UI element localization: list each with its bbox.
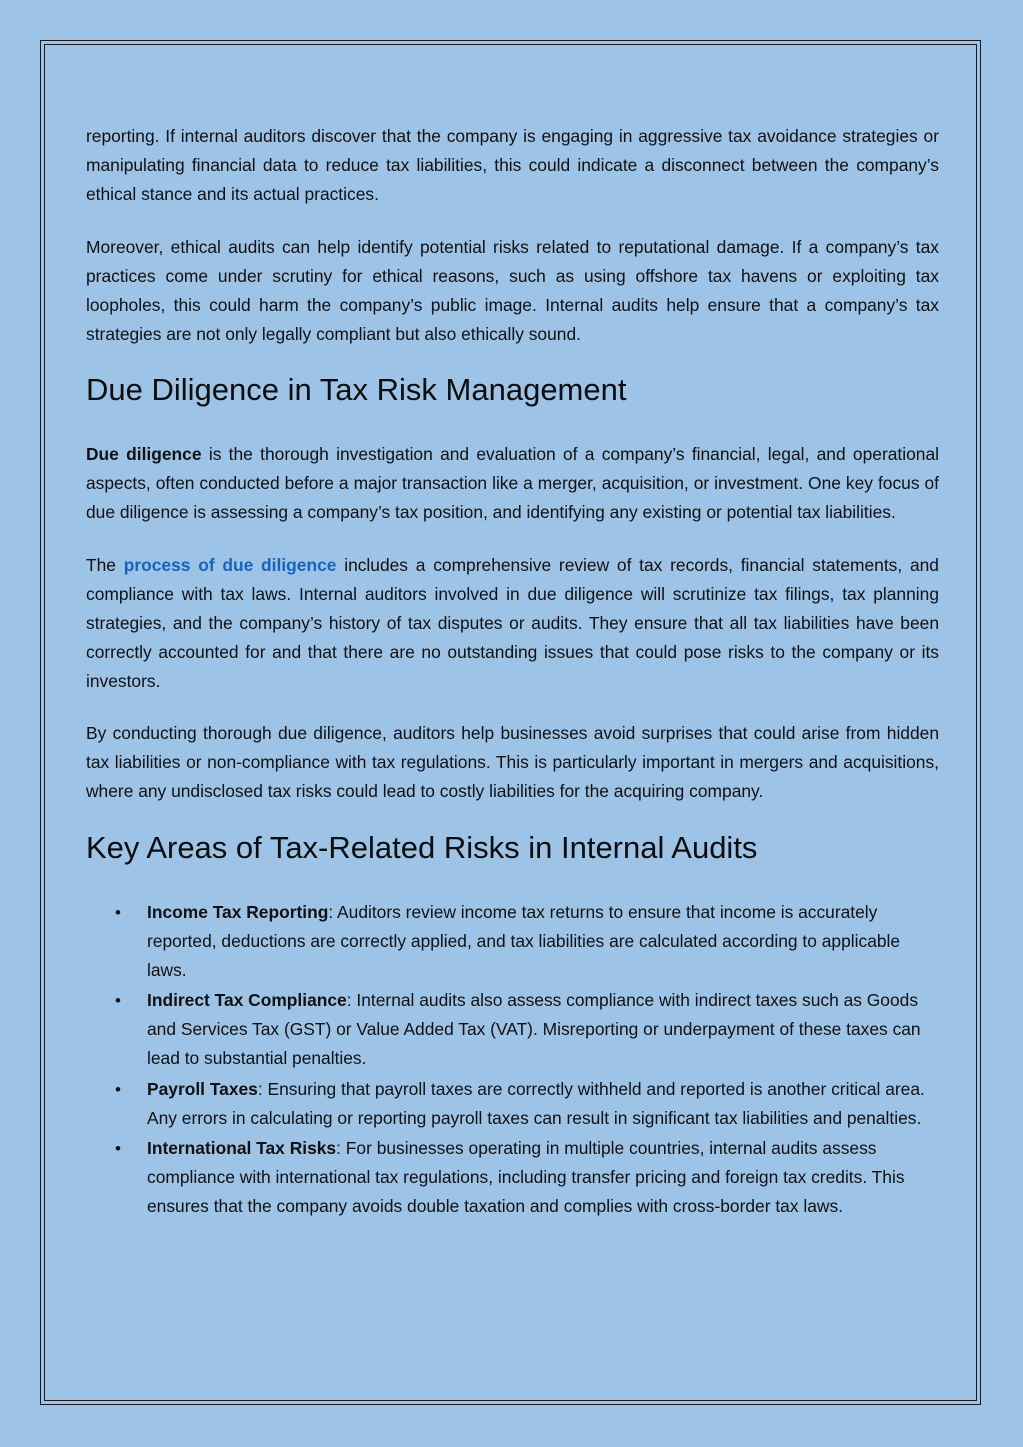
paragraph-due-diligence-benefits: By conducting thorough due diligence, auditors help businesses avoid surprises that could arise from hidden tax liabilities or non-compliance with tax regulations. This is particularly important in mergers and acquisitions, where any undisclosed tax risks could lead to costly liabilities for the acquiring company. xyxy=(86,723,939,801)
term-due-diligence: Due diligence xyxy=(86,444,202,464)
paragraph-reputational-risk: Moreover, ethical audits can help identify potential risks related to reputational damage. If a company’s tax practices come under scrutiny for ethical reasons, such as using offshore tax havens or exploiting tax loopholes, this could harm the company’s public image. Internal audits help ensure that a company’s tax strategies are not only legally compliant but also ethically sound. xyxy=(86,236,939,344)
document-body xyxy=(86,122,939,1223)
list-item-text: : For businesses operating in multiple countries, internal audits assess compliance with international tax regulations, including transfer pricing and foreign tax credits. This ensures that the company avoids double taxation and complies with cross-border tax laws. xyxy=(147,1138,905,1216)
paragraph-text: The xyxy=(86,554,124,575)
paragraph-ethical-reporting: reporting. If internal auditors discover that the company is engaging in aggressive tax avoidance strategies or manipulating financial data to reduce tax liabilities, this could indicate a disconnect between the company’s ethical stance and its actual practices. xyxy=(86,126,939,204)
bullet-icon: • xyxy=(115,1139,121,1158)
list-item-text: : Auditors review income tax returns to ensure that income is accurately reported, deductions are correctly applied, and tax liabilities are calculated according to applicable laws. xyxy=(147,901,901,980)
bullet-icon: • xyxy=(115,1079,121,1099)
list-item-text: : Ensuring that payroll taxes are correctly withheld and reported is another critical area. Any errors in calculating or reporting payroll taxes can result in significant tax liabilities and penalties. xyxy=(147,1078,925,1128)
list-item-international-tax xyxy=(115,1134,939,1221)
list-item-title: Payroll Taxes xyxy=(147,1078,258,1099)
list-item-indirect-tax xyxy=(115,986,939,1073)
paragraph-due-diligence-process xyxy=(86,551,939,696)
list-item-title: International Tax Risks xyxy=(147,1138,337,1158)
bullet-icon: • xyxy=(115,991,121,1010)
paragraph-due-diligence-definition xyxy=(86,440,939,527)
heading-due-diligence: Due Diligence in Tax Risk Management xyxy=(86,372,627,407)
list-item-text: : Internal audits also assess compliance with indirect taxes such as Goods and Services Tax (GST) or Value Added Tax (VAT). Misreporting or underpayment of these taxes can lead to substantial penalties. xyxy=(147,990,921,1068)
bullet-icon: • xyxy=(115,902,121,922)
list-item-title: Indirect Tax Compliance xyxy=(147,990,347,1010)
paragraph-text: is the thorough investigation and evaluation of a company’s financial, legal, and operational aspects, often conducted before a major transaction like a merger, acquisition, or investment. One key focus of due diligence is assessing a company’s tax position, and identifying any existing or potential tax liabilities. xyxy=(86,444,939,522)
paragraph-text: includes a comprehensive review of tax records, financial statements, and compliance with tax laws. Internal auditors involved in due diligence will scrutinize tax filings, tax planning strategies, and the company’s history of tax disputes or audits. They ensure that all tax liabilities have been correctly accounted for and that there are no outstanding issues that could pose risks to the company or its investors. xyxy=(86,554,939,691)
heading-key-areas: Key Areas of Tax-Related Risks in Internal Audits xyxy=(86,829,758,865)
list-item-payroll-taxes xyxy=(115,1075,939,1133)
link-process-of-due-diligence[interactable]: process of due diligence xyxy=(123,554,337,575)
key-areas-list xyxy=(86,898,939,1222)
list-item-title: Income Tax Reporting xyxy=(147,901,329,922)
list-item-income-tax xyxy=(115,898,939,985)
